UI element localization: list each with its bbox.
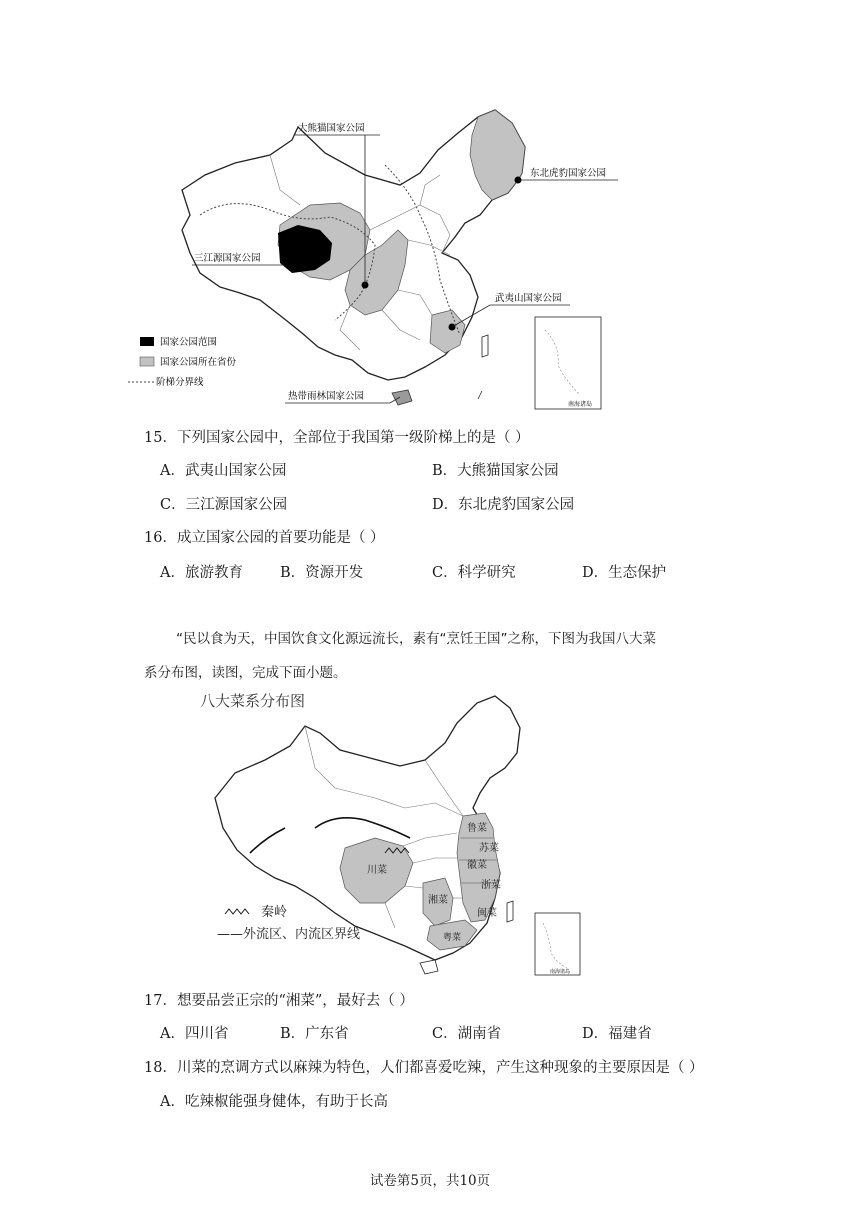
question-17-stem: 17．想要品尝正宗的“湘菜”，最好去（ ） <box>144 993 414 1009</box>
label-rainforest: 热带雨林国家公园 <box>288 391 365 402</box>
q15-option-d[interactable]: D．东北虎豹国家公园 <box>432 497 575 513</box>
label-yue: 粤菜 <box>443 933 462 943</box>
label-panda: 大熊猫国家公园 <box>298 123 365 134</box>
legend-boundary-label-2: ——外流区、内流区界线 <box>217 927 361 942</box>
q16-option-a[interactable]: A．旅游教育 <box>160 565 243 581</box>
south-sea-inset <box>535 317 601 409</box>
question-15-stem: 15．下列国家公园中，全部位于我国第一级阶梯上的是（ ） <box>144 430 530 446</box>
taiwan <box>482 335 488 357</box>
map2-title: 八大菜系分布图 <box>200 692 306 710</box>
q15-option-b[interactable]: B．大熊猫国家公园 <box>432 463 559 479</box>
label-hui: 徽菜 <box>467 860 487 871</box>
legend-province-swatch <box>140 357 154 366</box>
hainan-shade <box>392 390 412 405</box>
label-xiang: 湘菜 <box>428 895 448 906</box>
cuisine-map <box>195 688 605 983</box>
q15-option-a[interactable]: A．武夷山国家公园 <box>160 463 287 479</box>
legend-scope-swatch <box>140 337 154 346</box>
label-sanjiangyuan: 三江源国家公园 <box>194 253 261 264</box>
q18-option-a[interactable]: A．吃辣椒能强身健体，有助于长高 <box>160 1094 388 1110</box>
legend-qinling-label: 秦岭 <box>261 905 288 920</box>
legend-scope-label: 国家公园范围 <box>160 337 218 348</box>
q17-option-b[interactable]: B．广东省 <box>280 1026 349 1042</box>
legend-province-label: 国家公园所在省份 <box>160 357 237 368</box>
label-min: 闽菜 <box>477 908 497 919</box>
q15-option-c[interactable]: C．三江源国家公园 <box>160 497 288 513</box>
label-zhe: 浙菜 <box>481 880 501 891</box>
label-chuan: 川菜 <box>367 865 387 876</box>
question-16-stem: 16．成立国家公园的首要功能是（ ） <box>144 530 385 546</box>
q16-option-c[interactable]: C．科学研究 <box>432 565 516 581</box>
intro-line-1: “民以食为天，中国饮食文化源远流长，素有“烹饪王国”之称，下图为我国八大菜 <box>176 631 656 647</box>
legend-boundary-label: 阶梯分界线 <box>156 377 204 388</box>
legend-qinling-swatch <box>225 909 249 914</box>
national-parks-map <box>120 105 620 410</box>
q16-option-b[interactable]: B．资源开发 <box>280 565 364 581</box>
inset-label: 南海诸岛 <box>568 401 593 408</box>
page-footer: 试卷第5页，共10页 <box>369 1173 491 1189</box>
q16-option-d[interactable]: D．生态保护 <box>582 565 667 581</box>
label-tiger: 东北虎豹国家公园 <box>530 168 607 179</box>
label-wuyishan: 武夷山国家公园 <box>495 293 562 304</box>
question-18-stem: 18．川菜的烹调方式以麻辣为特色，人们都喜爱吃辣，产生这种现象的主要原因是（ ） <box>144 1060 704 1076</box>
intro-line-2: 系分布图，读图，完成下面小题。 <box>144 665 347 681</box>
q17-option-c[interactable]: C．湖南省 <box>432 1026 502 1042</box>
inset-label-2: 南海诸岛 <box>550 969 571 975</box>
south-sea-inset-2 <box>535 913 580 975</box>
q17-option-a[interactable]: A．四川省 <box>160 1026 229 1042</box>
label-lu: 鲁菜 <box>467 823 487 834</box>
q17-option-d[interactable]: D．福建省 <box>582 1026 652 1042</box>
label-su: 苏菜 <box>479 843 499 854</box>
